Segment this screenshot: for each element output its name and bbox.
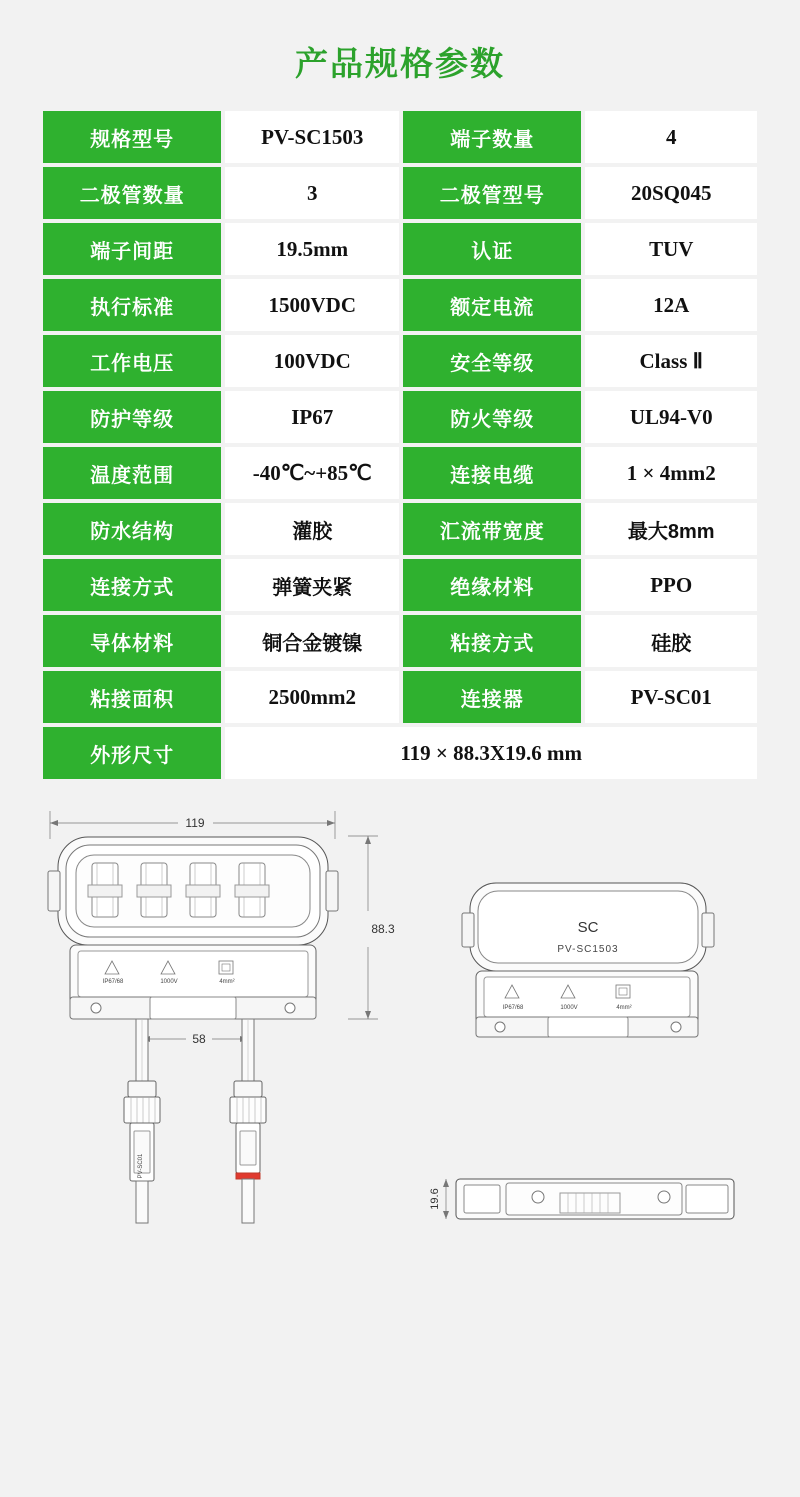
spec-label: 连接方式: [43, 559, 221, 611]
spec-value: 20SQ045: [585, 167, 757, 219]
spec-value: Class Ⅱ: [585, 335, 757, 387]
spec-label: 防火等级: [403, 391, 581, 443]
cable-connector-label: PV-SC01: [138, 1153, 144, 1179]
front-view-cable-dim: 58: [192, 1032, 206, 1046]
specification-table: [39, 107, 761, 783]
spec-value: PV-SC1503: [225, 111, 399, 163]
spec-label: 端子数量: [403, 111, 581, 163]
spec-label: 外形尺寸: [43, 727, 221, 779]
table-row: [43, 671, 757, 723]
drawing-svg: [0, 801, 800, 1261]
top-view-model: PV-SC1503: [557, 944, 619, 955]
spec-label: 二极管数量: [43, 167, 221, 219]
technical-drawings: [0, 801, 800, 1261]
spec-value: 119 × 88.3X19.6 mm: [225, 727, 757, 779]
spec-value: 2500mm2: [225, 671, 399, 723]
front-view-mark-voltage: 1000V: [160, 979, 178, 985]
spec-value: PV-SC01: [585, 671, 757, 723]
spec-label: 安全等级: [403, 335, 581, 387]
top-view-mark-ip: IP67/68: [502, 1005, 524, 1011]
spec-value: 12A: [585, 279, 757, 331]
spec-value: IP67: [225, 391, 399, 443]
spec-value: 3: [225, 167, 399, 219]
spec-label: 二极管型号: [403, 167, 581, 219]
table-row: [43, 111, 757, 163]
spec-label: 防水结构: [43, 503, 221, 555]
spec-label: 汇流带宽度: [403, 503, 581, 555]
spec-label: 端子间距: [43, 223, 221, 275]
top-view-mark-section: 4mm²: [616, 1005, 632, 1011]
table-row: [43, 615, 757, 667]
spec-value: 1500VDC: [225, 279, 399, 331]
spec-value: 弹簧夹紧: [225, 559, 399, 611]
spec-label: 认证: [403, 223, 581, 275]
front-view-width-dim: 119: [185, 816, 205, 830]
spec-value: -40℃~+85℃: [225, 447, 399, 499]
spec-label: 规格型号: [43, 111, 221, 163]
spec-value: PPO: [585, 559, 757, 611]
spec-value: 灌胶: [225, 503, 399, 555]
page-title: 产品规格参数: [295, 45, 505, 82]
front-view-mark-section: 4mm²: [219, 979, 235, 985]
table-row: [43, 727, 757, 779]
front-view-mark-ip: IP67/68: [102, 979, 124, 985]
spec-label: 防护等级: [43, 391, 221, 443]
spec-label: 导体材料: [43, 615, 221, 667]
table-row: [43, 335, 757, 387]
spec-value: TUV: [585, 223, 757, 275]
spec-label: 工作电压: [43, 335, 221, 387]
table-row: [43, 223, 757, 275]
table-row: [43, 391, 757, 443]
spec-value: 1 × 4mm2: [585, 447, 757, 499]
table-row: [43, 559, 757, 611]
top-view-brand: SC: [577, 919, 599, 936]
spec-label: 连接电缆: [403, 447, 581, 499]
table-row: [43, 447, 757, 499]
spec-label: 连接器: [403, 671, 581, 723]
spec-value: 4: [585, 111, 757, 163]
spec-label: 额定电流: [403, 279, 581, 331]
top-view-mark-voltage: 1000V: [560, 1005, 578, 1011]
table-row: [43, 279, 757, 331]
spec-table-body: [43, 111, 757, 779]
side-view-thickness-dim: 19.6: [429, 1188, 441, 1210]
spec-value: UL94-V0: [585, 391, 757, 443]
table-row: [43, 503, 757, 555]
spec-label: 执行标准: [43, 279, 221, 331]
spec-label: 绝缘材料: [403, 559, 581, 611]
spec-label: 温度范围: [43, 447, 221, 499]
table-row: [43, 167, 757, 219]
spec-label: 粘接方式: [403, 615, 581, 667]
spec-value: 最大8mm: [585, 503, 757, 555]
spec-value: 100VDC: [225, 335, 399, 387]
spec-value: 19.5mm: [225, 223, 399, 275]
spec-value: 铜合金镀镍: [225, 615, 399, 667]
spec-value: 硅胶: [585, 615, 757, 667]
front-view-height-dim: 88.3: [371, 922, 395, 936]
spec-label: 粘接面积: [43, 671, 221, 723]
